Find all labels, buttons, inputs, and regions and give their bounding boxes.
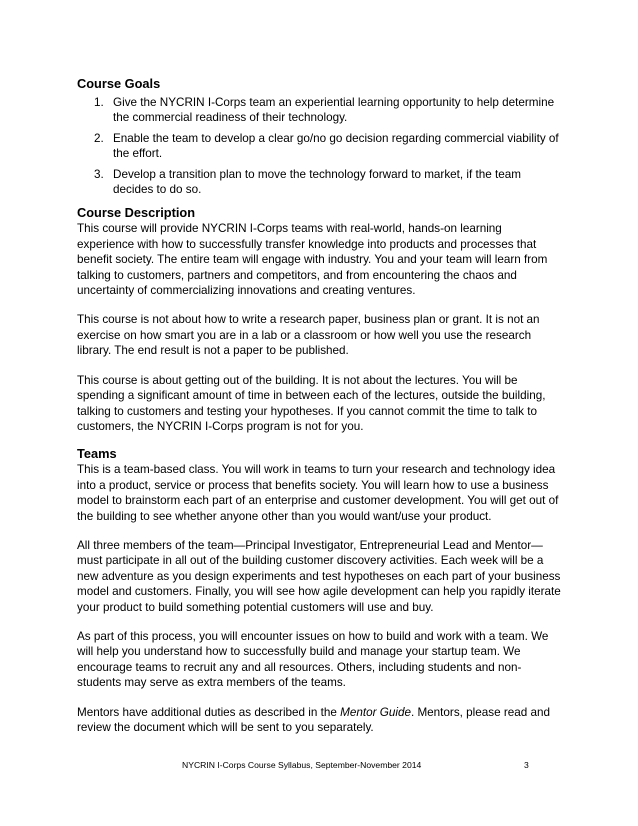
teams-section bbox=[77, 446, 561, 735]
list-item-text: Enable the team to develop a clear go/no go decision regarding commercial viability of the effort. bbox=[113, 131, 559, 161]
list-item-text: Give the NYCRIN I-Corps team an experiential learning opportunity to help determine the commercial readiness of their technology. bbox=[113, 96, 555, 125]
mentors-text-after: . Mentors, please read and review the document which will be sent to you separately. bbox=[77, 705, 550, 734]
list-item bbox=[77, 167, 561, 198]
list-item bbox=[77, 131, 561, 162]
course-description-heading: Course Description bbox=[77, 205, 196, 221]
paragraph: This course will provide NYCRIN I-Corps teams with real-world, hands-on learning experience with how to successfully transfer knowledge into products and processes that benefit society. The entire team will engage with industry. You and your team will learn from talking to customers, partners and competitors, and from encountering the chaos and uncertainty of commercializing innovations and creating ventures. bbox=[77, 222, 548, 298]
mentor-guide-title: Mentor Guide bbox=[340, 705, 411, 719]
paragraph: As part of this process, you will encounter issues on how to build and work with a team. We will help you understand how to successfully build and manage your startup team. We encourage teams to recruit any and all resources. Others, including students and non-students may serve as extra members of the teams. bbox=[77, 629, 549, 690]
mentors-text-before: Mentors have additional duties as described in the bbox=[77, 705, 341, 719]
list-item bbox=[77, 95, 561, 126]
course-goals-heading: Course Goals bbox=[77, 76, 161, 91]
course-description-section bbox=[77, 205, 561, 434]
course-goals-list bbox=[77, 95, 561, 197]
list-item-text: Develop a transition plan to move the technology forward to market, if the team decides to do so. bbox=[113, 167, 521, 197]
list-item-number: 1. bbox=[94, 96, 104, 109]
paragraph: This course is about getting out of the building. It is not about the lectures. You will be spending a significant amount of time in between each of the lectures, outside the building, talking to customers and testing your hypotheses. If you cannot commit the time to talk to customers, the NYCRIN I-Corps program is not for you. bbox=[77, 373, 546, 433]
teams-heading: Teams bbox=[77, 446, 117, 462]
mentors-paragraph bbox=[77, 705, 561, 736]
page-content bbox=[77, 76, 561, 735]
page-number: 3 bbox=[524, 760, 529, 770]
paragraph: This is a team-based class. You will work in teams to turn your research and technology idea into a product, service or process that benefits society. You will learn how to use a business model to brainstorm each part of an enterprise and customer development. You will get out of the building to see whether anyone other than you would want/use your product. bbox=[77, 463, 559, 523]
course-goals-section bbox=[77, 76, 561, 197]
list-item-number: 2. bbox=[94, 131, 104, 145]
paragraph: All three members of the team—Principal Investigator, Entrepreneurial Lead and Mentor—must participate in all out of the building customer discovery activities. Each week will be a new adventure as you design experiments and test hypotheses on each part of your business model and customers. Finally, you will see how agile development can help you rapidly iterate your product to build something potential customers will use and buy. bbox=[77, 538, 561, 614]
paragraph: This course is not about how to write a research paper, business plan or grant. It is not an exercise on how smart you are in a lab or a classroom or how well you use the research library. The end result is not a paper to be published. bbox=[77, 313, 540, 358]
list-item-number: 3. bbox=[94, 167, 104, 181]
footer-text: NYCRIN I-Corps Course Syllabus, September-November 2014 bbox=[182, 760, 422, 770]
